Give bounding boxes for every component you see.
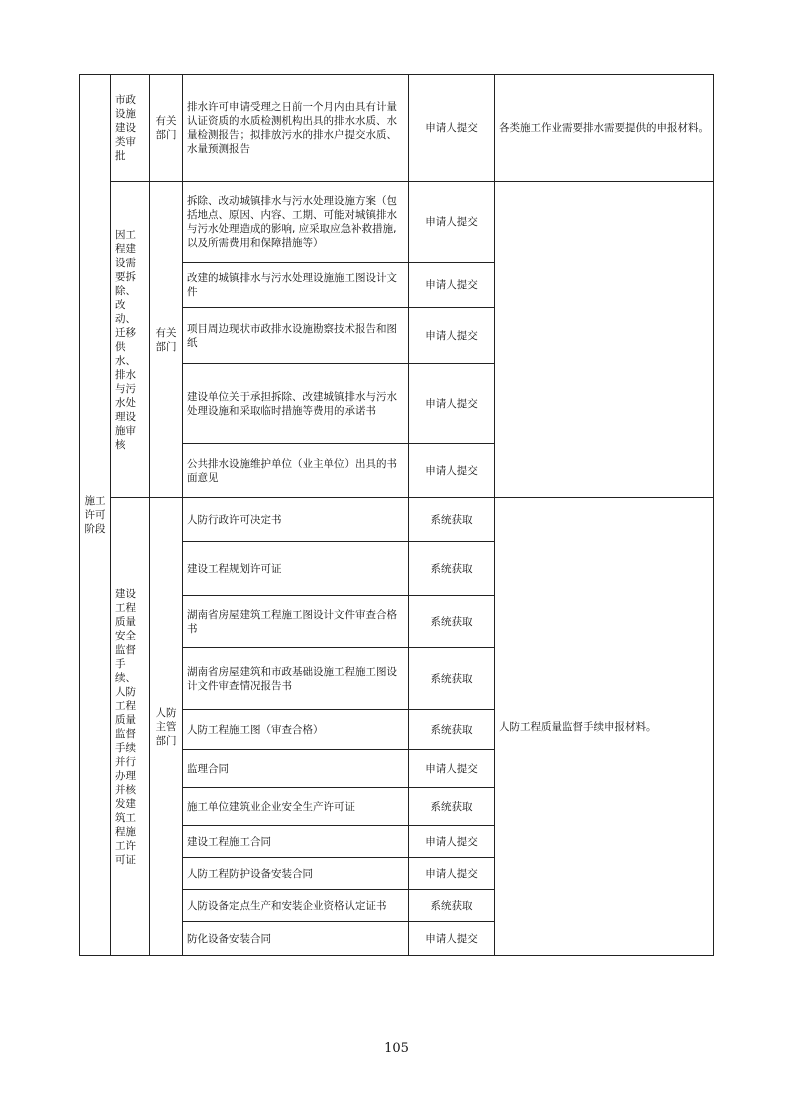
material-cell: 公共排水设施维护单位（业主单位）出具的书面意见 [183, 444, 409, 498]
materials-table [79, 74, 714, 956]
source-cell: 申请人提交 [409, 75, 495, 182]
table-row [80, 498, 714, 542]
material-cell: 人防设备定点生产和安装企业资格认定证书 [183, 890, 409, 922]
source-cell: 系统获取 [409, 648, 495, 710]
item-cell: 建设工程质量安全监督手续、人防工程质量监督手续并行办理并核发建筑工程施工许可证 [111, 498, 150, 956]
dept-cell: 有关部门 [150, 182, 183, 498]
material-cell: 人防行政许可决定书 [183, 498, 409, 542]
source-cell: 系统获取 [409, 498, 495, 542]
source-cell: 系统获取 [409, 890, 495, 922]
material-cell: 人防工程防护设备安装合同 [183, 858, 409, 890]
page-number: 105 [384, 1041, 409, 1056]
material-cell: 湖南省房屋建筑工程施工图设计文件审查合格书 [183, 596, 409, 648]
material-cell: 建设工程规划许可证 [183, 542, 409, 596]
source-cell: 申请人提交 [409, 826, 495, 858]
table-row [80, 75, 714, 182]
source-cell: 申请人提交 [409, 263, 495, 308]
material-cell: 人防工程施工图（审查合格） [183, 710, 409, 750]
source-cell: 申请人提交 [409, 858, 495, 890]
source-cell: 系统获取 [409, 710, 495, 750]
item-cell: 市政设施建设类审批 [111, 75, 150, 182]
material-cell: 拆除、改动城镇排水与污水处理设施方案（包括地点、原因、内容、工期、可能对城镇排水与污水处理造成的影响, 应采取应急补救措施, 以及所需费用和保障措施等） [183, 182, 409, 263]
source-cell: 系统获取 [409, 596, 495, 648]
source-cell: 系统获取 [409, 542, 495, 596]
dept-cell: 人防主管部门 [150, 498, 183, 956]
phase-cell: 施工许可阶段 [80, 75, 111, 956]
source-cell: 申请人提交 [409, 308, 495, 364]
material-cell: 建设单位关于承担拆除、改建城镇排水与污水处理设施和采取临时措施等费用的承诺书 [183, 364, 409, 444]
note-cell [495, 182, 714, 498]
material-cell: 改建的城镇排水与污水处理设施施工图设计文件 [183, 263, 409, 308]
material-cell: 监理合同 [183, 750, 409, 788]
material-cell: 建设工程施工合同 [183, 826, 409, 858]
source-cell: 申请人提交 [409, 364, 495, 444]
dept-cell: 有关部门 [150, 75, 183, 182]
source-cell: 申请人提交 [409, 444, 495, 498]
source-cell: 申请人提交 [409, 922, 495, 956]
material-cell: 排水许可申请受理之日前一个月内由具有计量认证资质的水质检测机构出具的排水水质、水量检测报告；拟排放污水的排水户提交水质、水量预测报告 [183, 75, 409, 182]
item-cell: 因工程建设需要拆除、改动、迁移供水、排水与污水处理设施审核 [111, 182, 150, 498]
source-cell: 申请人提交 [409, 750, 495, 788]
material-cell: 防化设备安装合同 [183, 922, 409, 956]
note-cell: 人防工程质量监督手续申报材料。 [495, 498, 714, 956]
material-cell: 项目周边现状市政排水设施勘察技术报告和图纸 [183, 308, 409, 364]
material-cell: 湖南省房屋建筑和市政基础设施工程施工图设计文件审查情况报告书 [183, 648, 409, 710]
note-cell: 各类施工作业需要排水需要提供的申报材料。 [495, 75, 714, 182]
material-cell: 施工单位建筑业企业安全生产许可证 [183, 788, 409, 826]
table-row [80, 182, 714, 263]
source-cell: 系统获取 [409, 788, 495, 826]
source-cell: 申请人提交 [409, 182, 495, 263]
